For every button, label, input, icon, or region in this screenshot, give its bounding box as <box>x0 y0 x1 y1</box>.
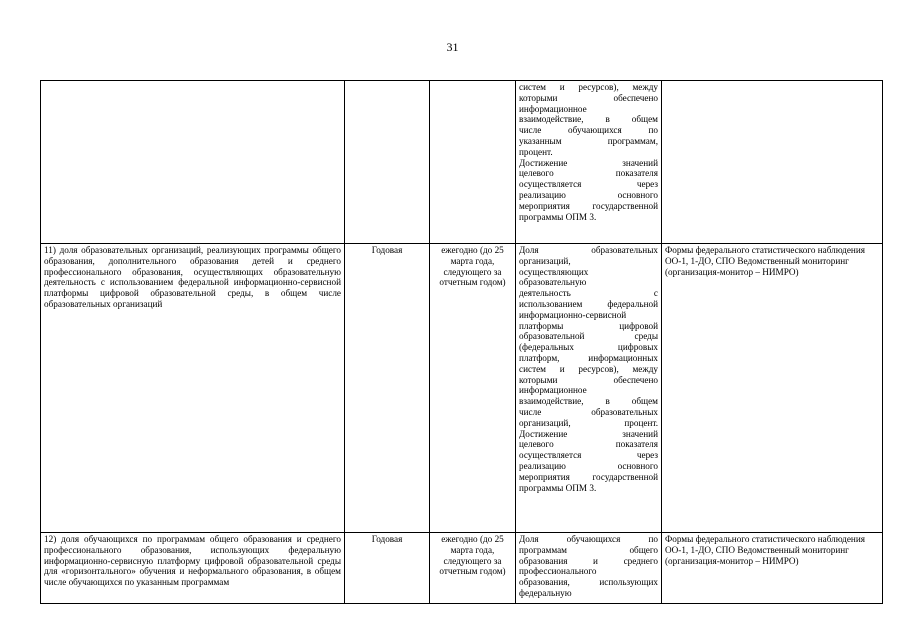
method-line: которыми обеспечено <box>519 374 658 385</box>
method-line: информационное <box>519 385 587 396</box>
method-line: систем и ресурсов), между <box>519 363 658 374</box>
deadline-cell: ежегодно (до 25 марта года, следующего за отчетным годом) <box>430 533 516 604</box>
method-line: образования, использующих <box>519 577 658 588</box>
method-line: образовательную <box>519 277 587 288</box>
method-line: осуществляется через <box>519 450 658 461</box>
page-number: 31 <box>446 40 459 54</box>
indicators-table <box>40 80 883 604</box>
method-line: программы ОПМ 3. <box>519 211 597 222</box>
deadline-cell <box>430 81 516 244</box>
indicator-cell <box>41 244 345 533</box>
method-line: информационное <box>519 103 587 114</box>
source-cell: Формы федерального статистического наблюдения ОО-1, 1-ДО, СПО Ведомственный мониторинг (организация-монитор – НИМРО) <box>662 533 883 604</box>
method-line: осуществляется через <box>519 179 658 190</box>
method-line: указанным программам, <box>519 135 658 146</box>
method-line: организаций, <box>519 255 571 266</box>
method-line: образовательной среды <box>519 331 658 342</box>
method-line: деятельность с <box>519 288 658 299</box>
method-cell <box>516 533 662 604</box>
method-line: реализацию основного <box>519 189 658 200</box>
method-line: мероприятия государственной <box>519 200 658 211</box>
deadline-cell: ежегодно (до 25 марта года, следующего за отчетным годом) <box>430 244 516 533</box>
method-line: систем и ресурсов), между <box>519 82 658 92</box>
source-cell <box>662 81 883 244</box>
method-line: профессионального <box>519 566 597 577</box>
table-row <box>41 533 883 604</box>
table-row <box>41 244 883 533</box>
method-line: использованием федеральной <box>519 298 658 309</box>
method-line: программы ОПМ 3. <box>519 482 597 493</box>
source-cell: Формы федерального статистического наблюдения ОО-1, 1-ДО, СПО Ведомственный мониторинг (организация-монитор – НИМРО) <box>662 244 883 533</box>
table-row <box>41 81 883 244</box>
method-line: информационно-сервисной <box>519 309 627 320</box>
method-line: Достижение значений <box>519 428 658 439</box>
method-line: платформ, информационных <box>519 352 658 363</box>
method-line: организаций, процент. <box>519 417 658 428</box>
method-line: процент. <box>519 146 553 157</box>
periodicity-cell <box>345 81 430 244</box>
method-line: взаимодействие, в общем <box>519 114 658 125</box>
indicator-text: 12) доля обучающихся по программам общего образования и среднего профессионального образования, использующих федеральную информационно-сервисную платформу цифровой образовательной среды для «горизонтального» обучения и неформального образования, в общем числе обучающихся по указанным программам <box>44 534 341 588</box>
method-line: мероприятия государственной <box>519 471 658 482</box>
method-line: образования и среднего <box>519 555 658 566</box>
method-line: числе образовательных <box>519 406 658 417</box>
method-line: платформы цифровой <box>519 320 658 331</box>
method-line: федеральную <box>519 587 572 598</box>
periodicity-cell: Годовая <box>345 244 430 533</box>
method-line: которыми обеспечено <box>519 92 658 103</box>
indicator-text: 11) доля образовательных организаций, реализующих программы общего образования, дополнительного образования детей и среднего профессионального образования, осуществляющих образовательную деятельность с использованием федеральной информационно-сервисной платформы цифровой образовательной среды, в общем числе образовательных организаций <box>44 245 341 309</box>
indicator-cell <box>41 81 345 244</box>
periodicity-cell: Годовая <box>345 533 430 604</box>
method-line: целевого показателя <box>519 439 658 450</box>
method-line: Доля обучающихся по <box>519 534 658 544</box>
method-cell <box>516 81 662 244</box>
method-line: (федеральных цифровых <box>519 342 658 353</box>
method-line: реализацию основного <box>519 460 658 471</box>
method-line: Доля образовательных <box>519 245 658 255</box>
indicator-cell <box>41 533 345 604</box>
method-cell <box>516 244 662 533</box>
method-line: целевого показателя <box>519 168 658 179</box>
method-line: программам общего <box>519 544 658 555</box>
method-line: осуществляющих <box>519 266 589 277</box>
method-line: Достижение значений <box>519 157 658 168</box>
method-line: взаимодействие, в общем <box>519 396 658 407</box>
method-line: числе обучающихся по <box>519 125 658 136</box>
